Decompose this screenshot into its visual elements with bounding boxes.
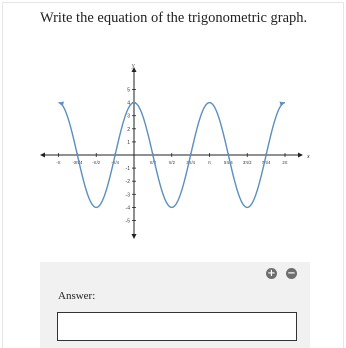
x-axis-arrow	[298, 153, 303, 158]
tick-labels	[56, 63, 310, 225]
x-tick-label: π/4	[149, 160, 157, 165]
y-tick-label: -3	[125, 192, 130, 199]
x-axis-label: x	[307, 154, 310, 160]
x-tick-label: -3π/4	[72, 160, 83, 165]
x-tick-label: -π/2	[92, 160, 101, 165]
plus-icon[interactable]: +	[267, 268, 276, 279]
x-tick-label: -π/4	[111, 160, 120, 165]
y-tick-label: -2	[125, 179, 130, 186]
answer-label: Answer:	[58, 290, 96, 302]
x-axis-arrow-left	[40, 153, 45, 158]
question-text: Write the equation of the trigonometric graph.	[40, 10, 308, 26]
y-axis-arrow-down	[132, 234, 137, 239]
answer-input[interactable]	[57, 312, 297, 341]
x-tick-label: 2π	[282, 160, 288, 165]
axes	[40, 67, 303, 239]
answer-panel	[40, 262, 310, 348]
y-tick-label: -5	[125, 218, 130, 225]
y-tick-label: 1	[127, 139, 130, 146]
y-tick-label: -4	[125, 205, 130, 212]
x-tick-label: 5π/4	[224, 160, 233, 165]
y-tick-label: 5	[127, 87, 130, 94]
x-tick-label: 3π/2	[242, 160, 252, 165]
y-tick-label: 4	[127, 100, 130, 107]
curve-end-arrows	[59, 102, 286, 107]
x-tick-label: π	[208, 160, 211, 165]
x-tick-label: -π	[56, 160, 61, 165]
y-tick-label: 3	[127, 113, 130, 120]
y-tick-label: 2	[127, 126, 130, 133]
y-axis-label: y	[132, 63, 135, 69]
x-tick-label: 7π/4	[261, 160, 271, 165]
y-tick-label: -1	[125, 166, 130, 173]
minus-icon[interactable]: −	[287, 268, 296, 279]
x-tick-label: 3π/4	[186, 160, 195, 165]
x-tick-label: π/2	[168, 160, 175, 165]
